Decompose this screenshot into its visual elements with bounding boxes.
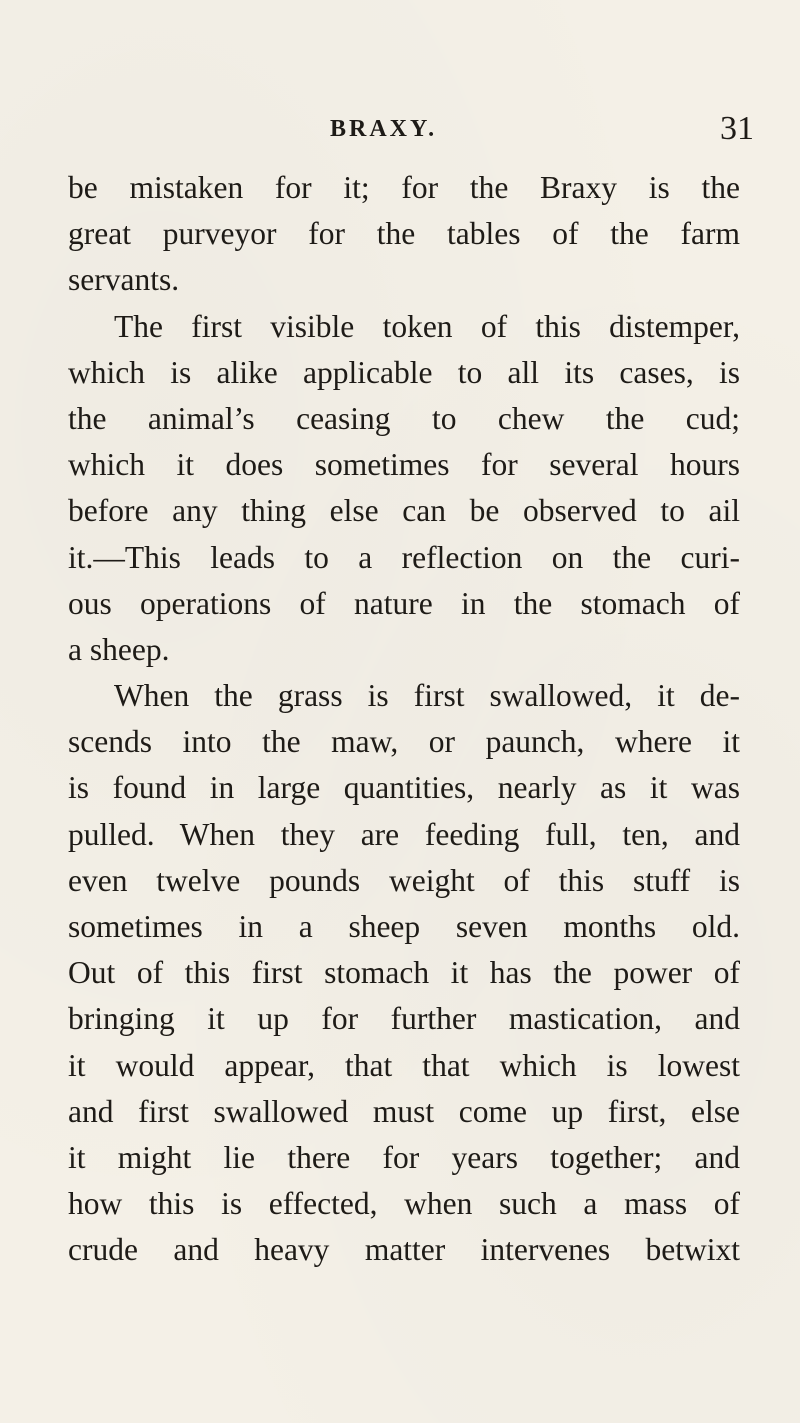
paragraph-start-line: The first visible token of this distemper, [114, 308, 740, 344]
running-title: BRAXY. [330, 116, 438, 142]
text-line: it would appear, that that which is lowest [68, 1047, 740, 1083]
text-line: the animal’s ceasing to chew the cud; [68, 400, 740, 436]
paragraph-start-line: When the grass is first swallowed, it de- [114, 678, 740, 714]
body-text [68, 165, 740, 1274]
text-line: before any thing else can be observed to ail [68, 493, 740, 529]
text-line: ous operations of nature in the stomach of [68, 585, 740, 621]
text-line: be mistaken for it; for the Braxy is the [68, 170, 740, 205]
text-line: servants. [68, 262, 180, 298]
text-line: great purveyor for the tables of the farm [68, 216, 740, 252]
text-line: it.—This leads to a reflection on the curi- [68, 539, 740, 575]
text-line: pulled. When they are feeding full, ten, and [68, 816, 740, 852]
running-head [0, 110, 800, 150]
text-line: even twelve pounds weight of this stuff is [68, 862, 740, 898]
text-line: how this is effected, when such a mass of [68, 1186, 740, 1222]
text-line: a sheep. [68, 631, 170, 667]
text-line: which it does sometimes for several hours [68, 447, 740, 483]
text-line: Out of this first stomach it has the power of [68, 955, 740, 991]
text-line: which is alike applicable to all its cases, is [68, 354, 740, 390]
text-line: is found in large quantities, nearly as it was [68, 770, 740, 806]
page-number: 31 [720, 110, 754, 147]
text-line: sometimes in a sheep seven months old. [68, 909, 740, 944]
text-line: bringing it up for further mastication, and [68, 1001, 740, 1037]
text-line: scends into the maw, or paunch, where it [68, 724, 740, 760]
text-line: crude and heavy matter intervenes betwixt [68, 1232, 740, 1268]
text-line: it might lie there for years together; and [68, 1139, 740, 1175]
text-line: and first swallowed must come up first, else [68, 1093, 740, 1129]
